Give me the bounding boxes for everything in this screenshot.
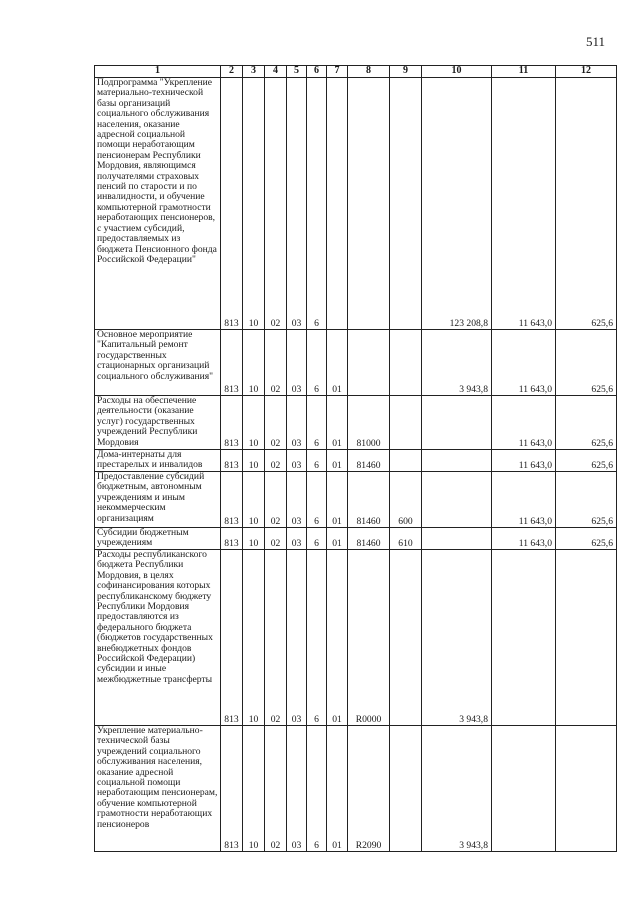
header-row [95, 66, 617, 78]
cell-c6: 6 [307, 396, 327, 450]
cell-c5: 03 [287, 528, 307, 550]
table-row [95, 528, 617, 550]
header-cell: 5 [287, 66, 307, 78]
header-cell: 10 [422, 66, 492, 78]
cell-c3: 10 [243, 78, 265, 330]
cell-c7: 01 [327, 550, 348, 726]
cell-c9 [390, 450, 422, 472]
row-name: Расходы республиканского бюджета Республики Мордовия, в целях софинансирования которых республиканскому бюджету Республики Мордовия предоставляются из федерального бюджета (бюджетов государственных внебюджетных фондов Российской Федерации) субсидии и иные межбюджетные трансферты [97, 549, 213, 685]
table-row [95, 472, 617, 528]
cell-c3: 10 [243, 330, 265, 396]
cell-c11: 11 643,0 [492, 450, 556, 472]
cell-c7: 01 [327, 450, 348, 472]
cell-c9 [390, 396, 422, 450]
cell-c4: 02 [265, 472, 287, 528]
cell-c8: 81000 [348, 396, 390, 450]
cell-c6: 6 [307, 472, 327, 528]
cell-c11: 11 643,0 [492, 330, 556, 396]
cell-c9 [390, 330, 422, 396]
cell-c11: 11 643,0 [492, 396, 556, 450]
cell-c11: 11 643,0 [492, 528, 556, 550]
row-name: Подпрограмма "Укрепление материально-технической базы организаций социального обслуживания населения, оказание адресной социальной помощи неработающим пенсионерам Республики Мордовия, являющимся получателями страховых пенсий по старости и по инвалидности, и обучение компьютерной грамотности неработающих пенсионеров, с участием субсидий, предоставляемых из бюджета Пенсионного фонда Российской Федерации" [97, 77, 217, 265]
cell-c8: R0000 [348, 550, 390, 726]
cell-c3: 10 [243, 528, 265, 550]
cell-c2: 813 [221, 528, 243, 550]
cell-c11 [492, 726, 556, 852]
row-name-cell [95, 450, 221, 472]
row-name: Укрепление материально-технической базы учреждений социального обслуживания населения, оказание адресной социальной помощи неработающим пенсионерам, обучение компьютерной грамотности неработающих пенсионеров [97, 725, 218, 830]
row-name: Расходы на обеспечение деятельности (оказание услуг) государственных учреждений Республики Мордовия [97, 395, 198, 448]
table-row [95, 78, 617, 330]
cell-c10: 3 943,8 [422, 726, 492, 852]
table-row [95, 726, 617, 852]
cell-c6: 6 [307, 726, 327, 852]
cell-c7: 01 [327, 396, 348, 450]
cell-c10 [422, 528, 492, 550]
row-name-cell [95, 330, 221, 396]
table-row [95, 396, 617, 450]
header-cell: 6 [307, 66, 327, 78]
header-cell: 8 [348, 66, 390, 78]
cell-c9: 610 [390, 528, 422, 550]
cell-c12 [556, 726, 617, 852]
cell-c2: 813 [221, 450, 243, 472]
cell-c7: 01 [327, 726, 348, 852]
row-name-cell [95, 472, 221, 528]
cell-c4: 02 [265, 330, 287, 396]
cell-c4: 02 [265, 528, 287, 550]
cell-c6: 6 [307, 330, 327, 396]
cell-c10 [422, 472, 492, 528]
header-cell: 3 [243, 66, 265, 78]
row-name: Субсидии бюджетным учреждениям [97, 527, 189, 549]
cell-c10 [422, 396, 492, 450]
header-cell: 1 [95, 66, 221, 78]
cell-c4: 02 [265, 450, 287, 472]
cell-c4: 02 [265, 726, 287, 852]
table-row [95, 550, 617, 726]
cell-c7: 01 [327, 330, 348, 396]
cell-c9 [390, 78, 422, 330]
budget-table [94, 65, 617, 852]
row-name: Основное мероприятие "Капитальный ремонт государственных стационарных организаций социального обслуживания" [97, 329, 214, 382]
row-name-cell [95, 78, 221, 330]
cell-c11: 11 643,0 [492, 78, 556, 330]
cell-c8: R2090 [348, 726, 390, 852]
header-cell: 2 [221, 66, 243, 78]
cell-c10: 123 208,8 [422, 78, 492, 330]
row-name: Дома-интернаты для престарелых и инвалидов [97, 449, 203, 471]
cell-c12 [556, 550, 617, 726]
cell-c4: 02 [265, 396, 287, 450]
cell-c2: 813 [221, 472, 243, 528]
row-name-cell [95, 396, 221, 450]
cell-c2: 813 [221, 396, 243, 450]
cell-c7: 01 [327, 472, 348, 528]
table-row [95, 330, 617, 396]
row-name-cell [95, 528, 221, 550]
cell-c10: 3 943,8 [422, 550, 492, 726]
cell-c3: 10 [243, 450, 265, 472]
cell-c2: 813 [221, 330, 243, 396]
row-name-cell [95, 726, 221, 852]
row-name-cell [95, 550, 221, 726]
cell-c8: 81460 [348, 472, 390, 528]
cell-c12: 625,6 [556, 78, 617, 330]
cell-c10 [422, 450, 492, 472]
cell-c8: 81460 [348, 450, 390, 472]
cell-c8 [348, 78, 390, 330]
cell-c2: 813 [221, 550, 243, 726]
header-cell: 11 [492, 66, 556, 78]
cell-c3: 10 [243, 726, 265, 852]
cell-c2: 813 [221, 78, 243, 330]
header-cell: 12 [556, 66, 617, 78]
cell-c3: 10 [243, 396, 265, 450]
cell-c8: 81460 [348, 528, 390, 550]
cell-c11: 11 643,0 [492, 472, 556, 528]
cell-c7: 01 [327, 528, 348, 550]
cell-c2: 813 [221, 726, 243, 852]
header-cell: 9 [390, 66, 422, 78]
cell-c5: 03 [287, 330, 307, 396]
cell-c9 [390, 726, 422, 852]
cell-c3: 10 [243, 550, 265, 726]
cell-c6: 6 [307, 78, 327, 330]
header-cell: 7 [327, 66, 348, 78]
cell-c5: 03 [287, 472, 307, 528]
cell-c12: 625,6 [556, 330, 617, 396]
cell-c8 [348, 330, 390, 396]
cell-c9 [390, 550, 422, 726]
cell-c12: 625,6 [556, 472, 617, 528]
cell-c12: 625,6 [556, 450, 617, 472]
cell-c6: 6 [307, 528, 327, 550]
cell-c9: 600 [390, 472, 422, 528]
cell-c3: 10 [243, 472, 265, 528]
header-cell: 4 [265, 66, 287, 78]
cell-c12: 625,6 [556, 396, 617, 450]
table-row [95, 450, 617, 472]
cell-c5: 03 [287, 396, 307, 450]
cell-c7 [327, 78, 348, 330]
cell-c6: 6 [307, 550, 327, 726]
row-name: Предоставление субсидий бюджетным, автономным учреждениям и иным некоммерческим организациям [97, 471, 205, 524]
cell-c5: 03 [287, 450, 307, 472]
cell-c5: 03 [287, 726, 307, 852]
cell-c4: 02 [265, 550, 287, 726]
cell-c10: 3 943,8 [422, 330, 492, 396]
cell-c11 [492, 550, 556, 726]
page-number: 511 [586, 34, 606, 49]
cell-c6: 6 [307, 450, 327, 472]
cell-c5: 03 [287, 78, 307, 330]
cell-c12: 625,6 [556, 528, 617, 550]
cell-c4: 02 [265, 78, 287, 330]
cell-c5: 03 [287, 550, 307, 726]
